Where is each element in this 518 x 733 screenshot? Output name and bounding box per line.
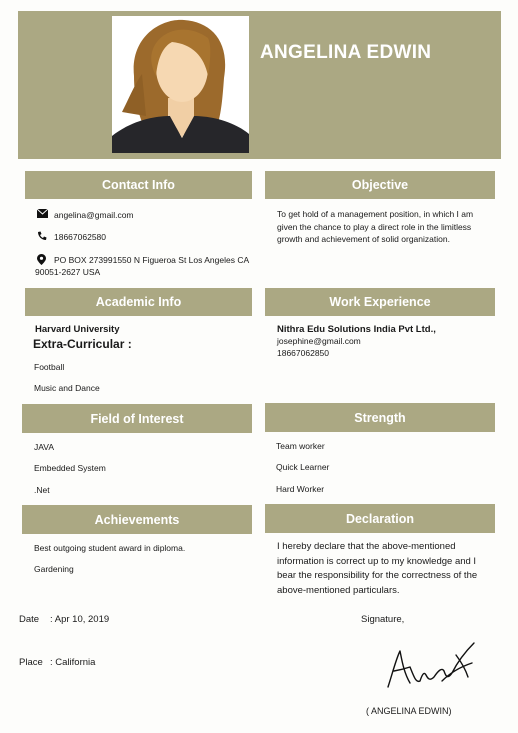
extra-curricular-item: Music and Dance xyxy=(34,383,100,393)
strength-item: Team worker xyxy=(276,441,325,451)
contact-address-line1: PO BOX 273991550 N Figueroa St Los Angeles CA xyxy=(54,255,250,265)
contact-email[interactable]: angelina@gmail.com xyxy=(54,210,134,220)
objective-line: given the chance to play a direct role in the limitless xyxy=(277,221,472,232)
declaration-line: bear the responsibility for the correctness of the xyxy=(277,570,478,581)
work-phone: 18667062850 xyxy=(277,348,330,358)
academic-info-heading: Academic Info xyxy=(25,288,252,316)
declaration-heading: Declaration xyxy=(265,504,495,533)
date-value: : Apr 10, 2019 xyxy=(50,614,110,625)
extra-curricular-title: Extra-Curricular : xyxy=(33,337,132,351)
achievements-heading: Achievements xyxy=(22,505,252,534)
contact-address-line2: 90051-2627 USA xyxy=(35,267,101,277)
profile-photo xyxy=(112,16,249,153)
university-name: Harvard University xyxy=(35,324,120,335)
declaration-line: above-mentioned particulars. xyxy=(277,584,400,596)
strength-item: Quick Learner xyxy=(276,462,330,472)
contact-phone-row xyxy=(37,231,106,245)
achievement-item: Gardening xyxy=(34,564,74,574)
objective-heading: Objective xyxy=(265,171,495,199)
interest-item: Embedded System xyxy=(34,463,106,473)
contact-email-row xyxy=(37,209,134,222)
signature-label: Signature, xyxy=(361,614,405,625)
declaration-line: information is correct up to my knowledge and I xyxy=(277,555,477,567)
company-name: Nithra Edu Solutions India Pvt Ltd., xyxy=(277,324,436,335)
strength-heading: Strength xyxy=(265,403,495,432)
work-email[interactable]: josephine@gmail.com xyxy=(277,336,361,346)
extra-curricular-item: Football xyxy=(34,362,65,372)
objective-text xyxy=(277,208,473,246)
place-value: : California xyxy=(50,657,96,668)
interest-item: JAVA xyxy=(34,442,54,452)
date-label: Date xyxy=(19,614,40,625)
field-of-interest-heading: Field of Interest xyxy=(22,404,252,433)
declaration-text xyxy=(277,540,477,598)
phone-icon xyxy=(37,231,48,245)
work-experience-heading: Work Experience xyxy=(265,288,495,316)
handwritten-signature xyxy=(382,637,482,692)
contact-phone: 18667062580 xyxy=(54,232,107,242)
signature-name: ( ANGELINA EDWIN) xyxy=(366,706,452,716)
header-banner xyxy=(18,11,501,159)
declaration-line: I hereby declare that the above-mentioned xyxy=(277,541,456,552)
objective-line: To get hold of a management position, in which I am xyxy=(277,209,474,219)
candidate-name: ANGELINA EDWIN xyxy=(260,42,432,63)
contact-info-heading: Contact Info xyxy=(25,171,252,199)
strength-item: Hard Worker xyxy=(276,484,325,494)
envelope-icon xyxy=(37,209,48,222)
place-label: Place xyxy=(19,657,43,668)
interest-item: .Net xyxy=(34,485,50,495)
objective-line: growth and achievement of solid organization. xyxy=(277,234,450,244)
achievement-item: Best outgoing student award in diploma. xyxy=(34,543,186,553)
